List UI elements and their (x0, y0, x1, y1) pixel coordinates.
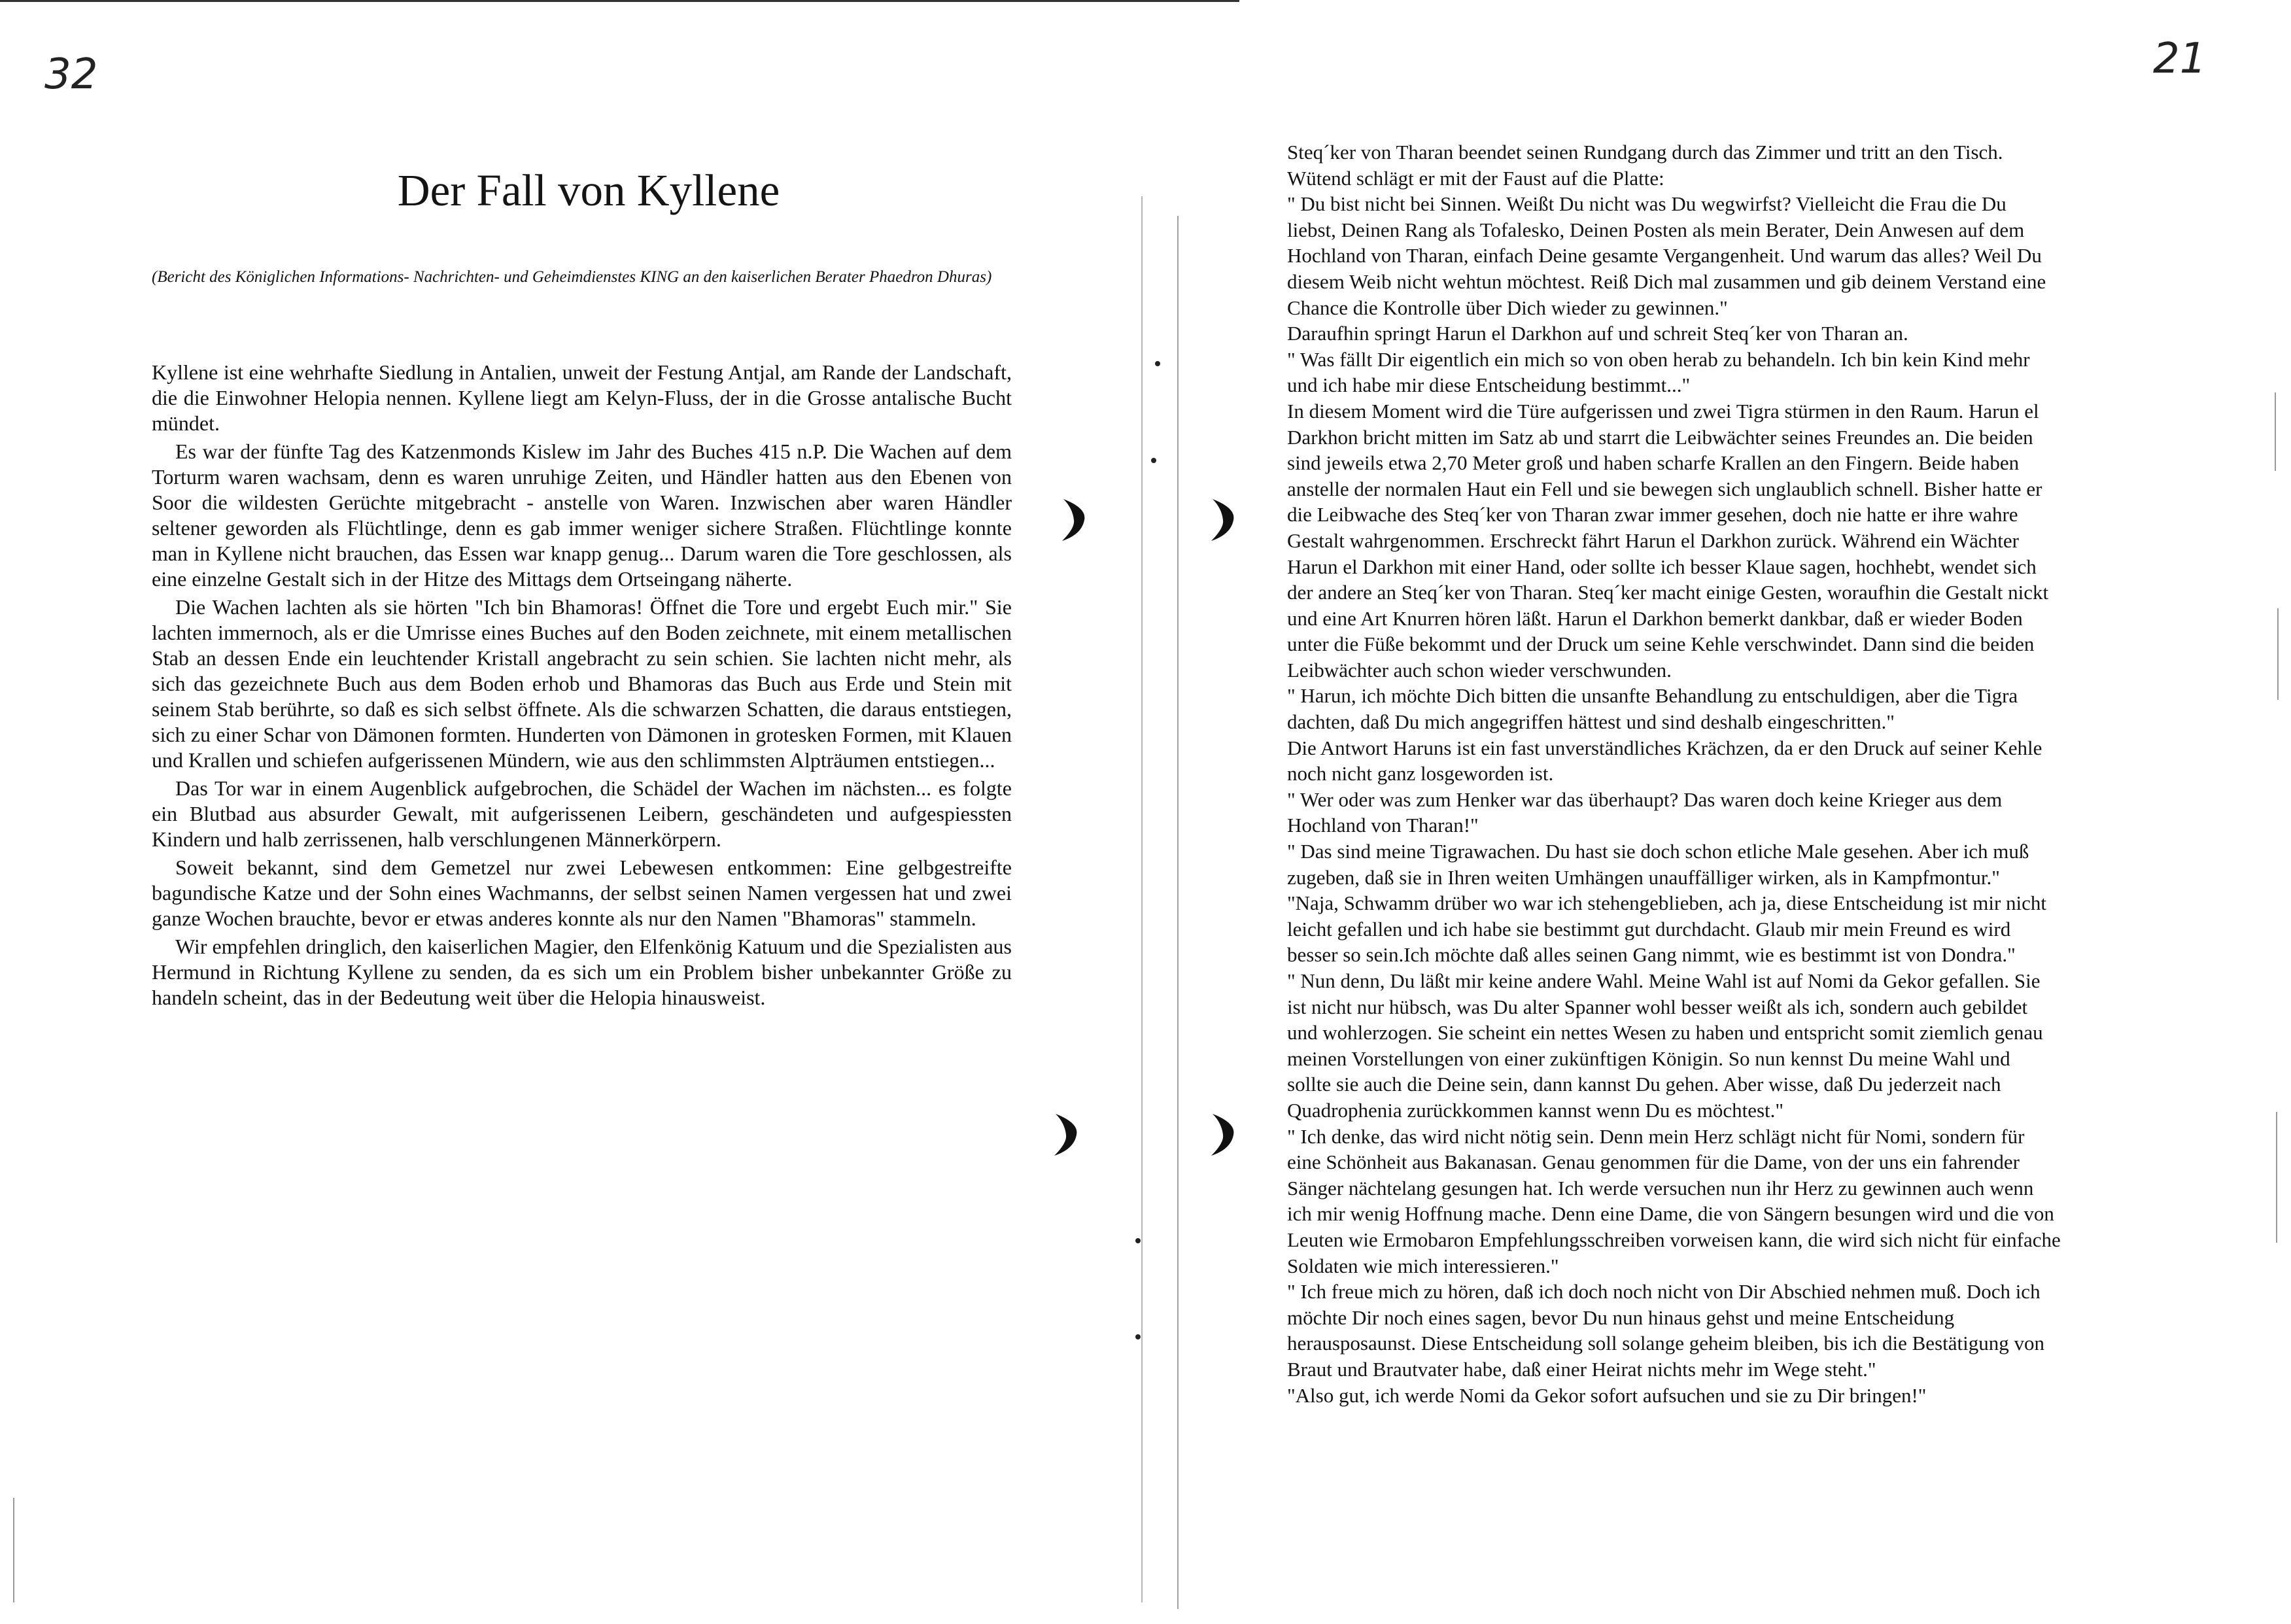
text-line: " Du bist nicht bei Sinnen. Weißt Du nicht was Du wegwirfst? Vielleicht die Frau die Du (1287, 192, 2007, 216)
top-edge-line (0, 0, 1239, 2)
text-line: Steq´ker von Tharan beendet seinen Rundgang durch das Zimmer und tritt an den Tisch. (1287, 141, 2003, 164)
text-line: sollte sie auch die Deine sein, dann kannst Du gehen. Aber wisse, daß Du jederzeit nach (1287, 1073, 2001, 1096)
text-line: Die Antwort Haruns ist ein fast unverständliches Krächzen, da er den Druck auf seiner Kehle (1287, 736, 2042, 759)
text-line: Wütend schlägt er mit der Faust auf die Platte: (1287, 166, 1664, 190)
text-line: Darkhon bricht mitten im Satz ab und starrt die Leibwächter seines Freundes an. Die beiden (1287, 425, 2033, 449)
text-line: Daraufhin springt Harun el Darkhon auf und schreit Steq´ker von Tharan an. (1287, 322, 1908, 345)
scan-speck (1155, 361, 1160, 366)
margin-mark (2275, 392, 2276, 471)
text-line: Hochland von Tharan!" (1287, 814, 1479, 837)
text-line: ist nicht nur hübsch, was Du alter Spanner wohl besser weißt als ich, sondern auch gebildet (1287, 995, 2028, 1018)
text-line: die Leibwache des Steq´ker von Tharan zwar immer gesehen, doch nie hatte er ihre wahre (1287, 503, 2018, 527)
text-line: " Das sind meine Tigrawachen. Du hast sie doch schon etliche Male gesehen. Aber ich muß (1287, 840, 2029, 863)
text-line: ich mir wenig Hoffnung mache. Denn eine Dame, die von Sängern besungen wird und die von (1287, 1202, 2054, 1226)
text-line: herausposaunst. Diese Entscheidung soll solange geheim bleiben, bis ich die Bestätigung von (1287, 1332, 2044, 1355)
text-line: anstelle der normalen Haut ein Fell und sie bewegen sich unglaublich schnell. Bisher hatte er (1287, 477, 2042, 500)
text-line: unter die Füße bekommt und der Druck um seine Kehle verschwindet. Dann sind die beiden (1287, 632, 2035, 656)
paragraph: Das Tor war in einem Augenblick aufgebrochen, die Schädel der Wachen im nächsten... es folgte ein Blutbad aus absurder Gewalt, mit aufgerissenen Leibern, geschändeten und aufgespiessten Kindern und halb zerrissenen, halb verschlungenen Männerkörpern. (152, 776, 1012, 851)
text-line: liebst, Deinen Rang als Tofalesko, Deinen Posten als mein Berater, Dein Anwesen auf dem (1287, 218, 2025, 241)
binder-hole-mark (1046, 1109, 1086, 1161)
text-line: Leibwächter auch schon wieder verschwunden. (1287, 658, 1672, 682)
margin-mark (13, 1498, 14, 1602)
paragraph: Soweit bekannt, sind dem Gemetzel nur zwei Lebewesen entkommen: Eine gelbgestreifte bagundische Katze und der Sohn eines Wachmanns, der selbst seinen Namen vergessen hat und zwei ganze Wochen brauchte, bevor er etwas anderes konnte als nur den Namen "Bhamoras" stammeln. (152, 855, 1012, 930)
text-line: Chance die Kontrolle über Dich wieder zu gewinnen." (1287, 296, 1728, 319)
margin-mark (2277, 608, 2279, 700)
binder-hole-mark (1054, 494, 1094, 546)
binder-hole-mark (1203, 1109, 1243, 1161)
text-line: Leuten wie Ermobaron Empfehlungsschreiben vorweisen kann, die wird sich nicht für einfache (1287, 1228, 2061, 1251)
paragraph: Die Wachen lachten als sie hörten "Ich bin Bhamoras! Öffnet die Tore und ergebt Euch mir." Sie lachten immernoch, als er die Umrisse eines Buches auf den Boden zeichnete, mit einem metallischen Stab an dessen Ende ein leuchtender Kristall angebracht zu sein schien. Sie lachten nicht mehr, als sich das gezeichnete Buch aus dem Boden erhob und Bhamoras das Buch aus Erde und Stein mit seinem Stab berührte, so daß es sich selbst öffnete. Als die schwarzen Schatten, die daraus entstiegen, sich zu einer Schar von Dämonen formten. Hunderten von Dämonen in grotesken Formen, mit Klauen und Krallen und schiefen aufgerissenen Mündern, wie aus den schlimmsten Alpträumen entstiegen... (152, 595, 1012, 772)
page-fold-shadow (1141, 196, 1143, 1602)
text-line: sind jeweils etwa 2,70 Meter groß und haben scharfe Krallen an den Fingern. Beide haben (1287, 451, 2020, 475)
text-line: " Wer oder was zum Henker war das überhaupt? Das waren doch keine Krieger aus dem (1287, 787, 2003, 811)
text-line: "Also gut, ich werde Nomi da Gekor sofort aufsuchen und sie zu Dir bringen!" (1287, 1383, 1927, 1407)
text-line: Soldaten wie mich interessieren." (1287, 1254, 1559, 1277)
text-line: und wohlerzogen. Sie scheint ein nettes Wesen zu haben und entspricht somit ziemlich genau (1287, 1021, 2043, 1045)
left-page-text (152, 360, 1012, 1013)
text-line: möchte Dir noch eines sagen, bevor Du nun hinaus gehst und meine Entscheidung (1287, 1305, 1955, 1329)
text-line: " Nun denn, Du läßt mir keine andere Wahl. Meine Wahl ist auf Nomi da Gekor gefallen. Sie (1287, 969, 2041, 992)
text-line: " Harun, ich möchte Dich bitten die unsanfte Behandlung zu entschuldigen, aber die Tigra (1287, 684, 2018, 708)
text-line: noch nicht ganz losgeworden ist. (1287, 762, 1554, 786)
text-line: diesem Weib nicht wehtun möchtest. Reiß Dich mal zusammen und gib deinem Verstand eine (1287, 269, 2046, 293)
text-line: eine Schönheit aus Bakanasan. Genau genommen für die Dame, von der uns ein fahrender (1287, 1150, 2020, 1174)
right-page-text (1287, 139, 2144, 1408)
story-title: Der Fall von Kyllene (397, 165, 780, 215)
scan-speck (1135, 1334, 1141, 1339)
text-line: besser so sein.Ich möchte daß alles seinen Gang nimmt, wie es bestimmt ist von Dondra." (1287, 943, 2016, 967)
scan-speck (1135, 1238, 1141, 1243)
text-line: Harun el Darkhon mit einer Hand, oder sollte ich besser Klaue sagen, hochhebt, wendet sich (1287, 555, 2037, 578)
text-line: leicht gefallen und ich habe sie bestimmt gut durchdacht. Glaub mir mein Freund es wird (1287, 917, 2011, 941)
text-line: Hochland von Tharan, einfach Deine gesamte Vergangenheit. Und warum das alles? Weil Du (1287, 244, 2042, 268)
text-line: meinen Vorstellungen von einer zukünftigen Königin. So nun kennst Du meine Wahl und (1287, 1046, 2010, 1070)
paragraph: Es war der fünfte Tag des Katzenmonds Kislew im Jahr des Buches 415 n.P. Die Wachen auf dem Torturm waren wachsam, denn es waren unruhige Zeiten, und Händler hatten aus den Ebenen von Soor die wildesten Gerüchte mitgebracht - anstelle von Waren. Inzwischen aber waren Händler seltener geworden als Flüchtlinge, denn es gab immer weniger sichere Straßen. Flüchtlinge konnte man in Kyllene nicht brauchen, das Essen war knapp genug... Darum waren die Tore geschlossen, als eine einzelne Gestalt sich in der Hitze des Mittags dem Ortseingang näherte. (152, 440, 1012, 591)
scan-speck (1151, 458, 1156, 463)
text-line: Braut und Brautvater habe, daß einer Heirat nichts mehr im Wege steht." (1287, 1357, 1876, 1381)
page-number-left: 32 (44, 50, 98, 99)
text-line: Sänger nächtelang gesungen hat. Ich werde versuchen nun ihr Herz zu gewinnen auch wenn (1287, 1176, 2034, 1200)
text-line: " Was fällt Dir eigentlich ein mich so von oben herab zu behandeln. Ich bin kein Kind mehr (1287, 347, 2030, 371)
text-line: der andere an Steq´ker von Tharan. Steq´ker macht einige Gesten, woraufhin die Gestalt nickt (1287, 581, 2049, 604)
text-line: zugeben, daß sie in Ihren weiten Umhängen unauffälliger wirken, als in Kampfmontur." (1287, 865, 2000, 889)
text-line: dachten, daß Du mich angegriffen hättest und sind deshalb eingeschritten." (1287, 710, 1895, 734)
text-line: "Naja, Schwamm drüber wo war ich stehengeblieben, ach ja, diese Entscheidung ist mir nicht (1287, 891, 2047, 915)
margin-mark (2276, 1112, 2277, 1243)
text-line: " Ich freue mich zu hören, daß ich doch noch nicht von Dir Abschied nehmen muß. Doch ich (1287, 1280, 2041, 1304)
paragraph: Wir empfehlen dringlich, den kaiserlichen Magier, den Elfenkönig Katuum und die Spezialisten aus Hermund in Richtung Kyllene zu senden, da es sich um ein Problem bisher unbekannter Größe zu handeln scheint, das in der Bedeutung weit über die Helopia hinausweist. (152, 935, 1012, 1009)
text-line: " Ich denke, das wird nicht nötig sein. Denn mein Herz schlägt nicht für Nomi, sondern für (1287, 1124, 2025, 1148)
text-line: Gestalt wahrgenommen. Erschreckt fährt Harun el Darkhon zurück. Während ein Wächter (1287, 528, 2019, 552)
page-fold-line (1177, 216, 1179, 1609)
paragraph: Kyllene ist eine wehrhafte Siedlung in Antalien, unweit der Festung Antjal, am Rande der Landschaft, die die Einwohner Helopia nennen. Kyllene liegt am Kelyn-Fluss, der in die Grosse antalische Bucht mündet. (152, 360, 1012, 435)
report-subtitle: (Bericht des Königlichen Informations- Nachrichten- und Geheimdienstes KING an den kaiserlichen Berater Phaedron Dhuras) (152, 268, 992, 286)
text-line: Quadrophenia zurückkommen kannst wenn Du es möchtest." (1287, 1098, 1784, 1122)
text-line: und eine Art Knurren hören läßt. Harun el Darkhon bemerkt dankbar, daß er wieder Boden (1287, 606, 2023, 630)
binder-hole-mark (1203, 494, 1243, 546)
text-line: In diesem Moment wird die Türe aufgerissen und zwei Tigra stürmen in den Raum. Harun el (1287, 399, 2039, 423)
text-line: und ich habe mir diese Entscheidung bestimmt..." (1287, 373, 1691, 397)
page-number-right: 21 (2153, 35, 2207, 83)
